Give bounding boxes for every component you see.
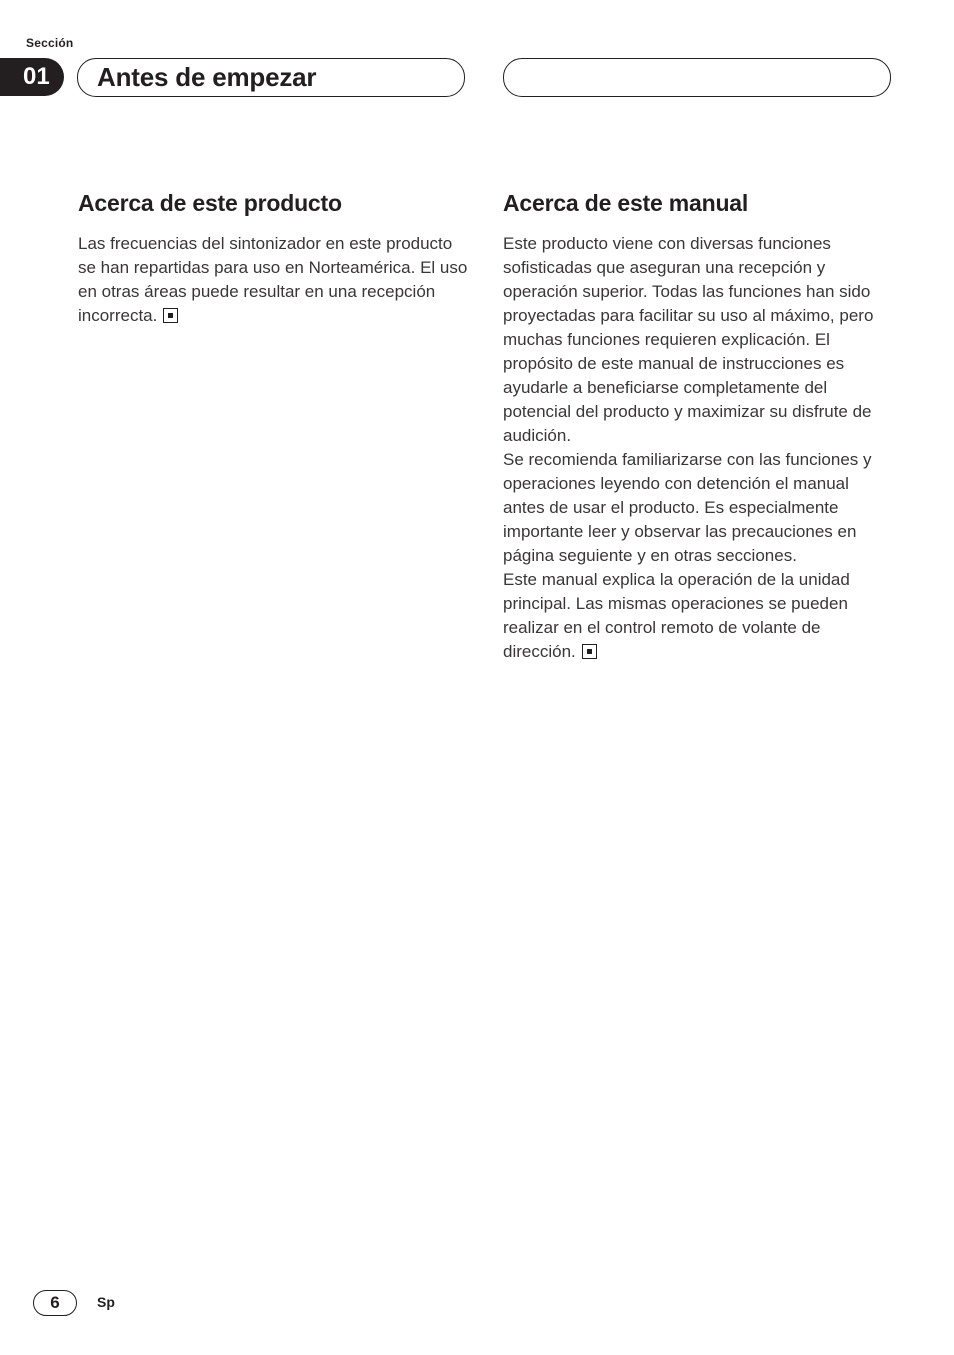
left-column [78, 188, 468, 328]
page-number: 6 [33, 1290, 77, 1316]
manual-paragraph-2: Se recomienda familiarizarse con las funciones y operaciones leyendo con detención el manual antes de usar el producto. Es especialmente importante leer y observar las precauciones en página seguiente y en otras secciones. [503, 450, 872, 565]
empty-title-box [503, 58, 891, 97]
product-paragraph-text: Las frecuencias del sintonizador en este producto se han repartidas para uso en Norteamérica. El uso en otras áreas puede resultar en una recepción incorrecta. [78, 234, 468, 325]
language-code: Sp [97, 1294, 115, 1310]
end-of-section-square-icon [163, 308, 178, 323]
manual-heading: Acerca de este manual [503, 190, 749, 216]
section-title: Antes de empezar [97, 62, 317, 92]
manual-paragraph-3-text: Este manual explica la operación de la unidad principal. Las mismas operaciones se pueden realizar en el control remoto de volante de dirección. [503, 570, 850, 661]
manual-paragraph-3 [503, 568, 893, 664]
section-label: Sección [26, 36, 74, 50]
section-title-box [77, 58, 465, 97]
end-of-section-square-icon [582, 644, 597, 659]
product-paragraph [78, 232, 468, 328]
product-heading: Acerca de este producto [78, 190, 342, 216]
manual-paragraph-1: Este producto viene con diversas funciones sofisticadas que aseguran una recepción y operación superior. Todas las funciones han sido proyectadas para facilitar su uso al máximo, pero muchas funciones requieren explicación. El propósito de este manual de instrucciones es ayudarle a beneficiarse completamente del potencial del producto y maximizar su disfrute de audición. [503, 234, 874, 445]
section-number-badge: 01 [0, 58, 64, 96]
right-column [503, 188, 893, 664]
